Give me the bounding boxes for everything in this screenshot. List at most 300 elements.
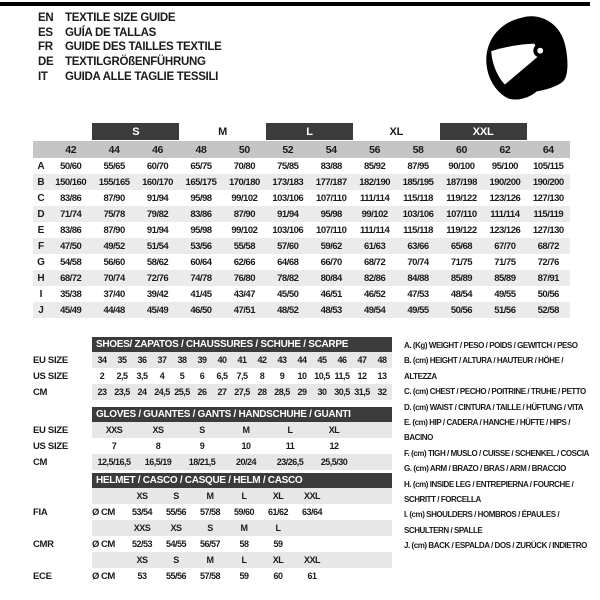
row-label-spacer (33, 488, 92, 504)
cell: 48 (377, 355, 387, 365)
size-header: M (206, 491, 214, 501)
cell: 177/187 (315, 176, 347, 188)
unit-label: Ø CM (92, 506, 115, 518)
legend-item-a: A. (Kg) WEIGHT / PESO / POIDS / GEWITCH / PESO (404, 341, 578, 350)
column-header-row (33, 141, 570, 158)
guide-title: TEXTILGRÖßENFÜHRUNG (65, 56, 206, 69)
cell: 53 (137, 571, 147, 581)
legend-item-f: F. (cm) TIGH / MUSLO / CUISSE / SCHENKEL / COSCIA (404, 448, 589, 458)
cell: 58/62 (146, 256, 169, 268)
cell: 91/94 (277, 208, 299, 220)
cell: 2 (99, 371, 105, 381)
cell: 30,5 (334, 387, 350, 397)
cell: 49/54 (363, 304, 386, 316)
cells (92, 520, 392, 536)
size-header: S (173, 491, 179, 501)
cell: 71/75 (494, 256, 516, 268)
gloves-table-row-us-size (33, 438, 392, 454)
cell: 72/76 (146, 272, 169, 284)
shoes-table-row-eu-size (33, 352, 392, 368)
cell: 46/50 (190, 304, 212, 316)
cell: 26 (197, 387, 207, 397)
cell: 45/49 (60, 304, 82, 316)
guide-title: GUIDE DES TAILLES TEXTILE (65, 41, 222, 54)
cell: 61 (307, 571, 317, 581)
cell: XL (328, 425, 340, 435)
legend-item-c: C. (cm) CHEST / PECHO / POITRINE / TRUHE / PETTO (404, 387, 586, 397)
cell: 187/198 (446, 176, 477, 188)
cell: 103/106 (272, 192, 304, 204)
cell: 103/106 (402, 208, 434, 220)
cell: 160/170 (142, 176, 173, 188)
language-title-block (38, 11, 222, 84)
cell: 87/90 (103, 224, 125, 236)
gloves-table-title: GLOVES / GUANTES / GANTS / HANDSCHUHE / GUANTI (92, 407, 392, 422)
cell: 46/51 (320, 288, 342, 300)
cell: 70/74 (103, 272, 125, 284)
band-spacer (33, 123, 92, 140)
size-header (295, 520, 329, 536)
cell: 48/52 (277, 304, 299, 316)
helmet-value-row-fia (33, 504, 392, 520)
size-header: L (241, 491, 247, 501)
helmet-value-row-ece (33, 568, 392, 584)
cell: 111/114 (490, 208, 520, 220)
language-code: DE (38, 56, 54, 69)
cell: 9 (279, 371, 285, 381)
cell: 90/100 (448, 160, 475, 172)
cell: 170/180 (228, 176, 260, 188)
band-spacer (527, 123, 570, 140)
cell: 47 (357, 355, 367, 365)
row-label: D (37, 208, 45, 220)
cells (92, 488, 392, 504)
cell: 8 (155, 441, 161, 451)
cells (92, 504, 392, 520)
column-header-44: 44 (108, 143, 120, 156)
main-table-row-H (33, 270, 570, 286)
legend-item-d: D. (cm) WAIST / CINTURA / TAILLE / HÜFTUNG / VITA (404, 402, 584, 412)
size-header: XXS (133, 523, 151, 533)
cell: 12 (329, 441, 339, 451)
cell: 3,5 (136, 371, 148, 381)
cell: 79/82 (146, 208, 169, 220)
cell: 8 (259, 371, 265, 381)
cell: 74/78 (190, 272, 212, 284)
cell: 60/70 (146, 160, 169, 172)
cell: 16,5/19 (144, 457, 172, 467)
cell: 51/54 (146, 240, 169, 252)
cell: 70/80 (233, 160, 255, 172)
cell: 50/56 (450, 304, 473, 316)
cell: 12,5/16,5 (97, 457, 131, 467)
helmet-icon (477, 8, 575, 108)
main-table-row-A (33, 158, 570, 174)
cell: 56/60 (103, 256, 125, 268)
row-label: B (37, 176, 45, 188)
cell: 24,5 (154, 387, 170, 397)
cell: 150/160 (55, 176, 87, 188)
cell: 68/72 (60, 272, 82, 284)
cell: 52/58 (537, 304, 559, 316)
main-table-row-D (33, 206, 570, 222)
cell: 71/75 (450, 256, 473, 268)
cell: 59 (239, 571, 249, 581)
gloves-table-rows (33, 422, 392, 470)
cell: 60/64 (190, 256, 212, 268)
row-label: E (37, 224, 45, 236)
helmet-table-rows (33, 488, 392, 584)
cell: 155/165 (98, 176, 130, 188)
top-rule (0, 2, 590, 6)
size-header: XL (272, 491, 284, 501)
language-code: IT (38, 70, 48, 83)
cell: 35/38 (60, 288, 82, 300)
legend-item-h: H. (cm) INSIDE LEG / ENTREPIERNA / FOURCHE / SCHRITT / FORCELLA (404, 479, 574, 505)
cell: 75/85 (277, 160, 299, 172)
column-header-58: 58 (412, 143, 424, 156)
cell: 50/56 (537, 288, 559, 300)
cell: 63/64 (301, 507, 323, 517)
cells (92, 536, 392, 552)
cell: 11 (285, 441, 295, 451)
helmet-table-title: HELMET / CASCO / CASQUE / HELM / CASCO (92, 473, 392, 488)
cell (295, 536, 329, 552)
size-header: M (206, 555, 214, 565)
main-table-row-G (33, 254, 570, 270)
cell: 54/58 (60, 256, 82, 268)
cell: 45/49 (146, 304, 169, 316)
shoes-table-title: SHOES/ ZAPATOS / CHAUSSURES / SCHUHE / SCARPE (92, 337, 392, 352)
cell: 95/98 (190, 224, 212, 236)
size-band-m: M (218, 125, 228, 138)
legend-item-g: G. (cm) ARM / BRAZO / BRAS / ARM / BRACCIO (404, 464, 566, 474)
cell: 65/75 (190, 160, 212, 172)
gloves-table (33, 407, 392, 470)
unit-label: Ø CM (92, 538, 115, 550)
size-band-xxl: XXL (440, 123, 527, 140)
cell: 45 (317, 355, 327, 365)
cells (92, 422, 392, 438)
cell: 95/98 (190, 192, 212, 204)
cell: 59 (273, 539, 283, 549)
cell: 7,5 (236, 371, 248, 381)
cell: 165/175 (185, 176, 217, 188)
cell: 63/66 (407, 240, 429, 252)
cell: 54/55 (165, 539, 187, 549)
cell: 27 (217, 387, 227, 397)
cell: 36 (137, 355, 147, 365)
cell: 65/68 (450, 240, 473, 252)
row-label-spacer (33, 520, 92, 536)
cell: 10 (297, 371, 307, 381)
size-header: L (275, 523, 281, 533)
cell: 6,5 (216, 371, 228, 381)
cell: 95/100 (491, 160, 518, 172)
unit-spacer (92, 488, 125, 504)
cell: 127/130 (532, 192, 564, 204)
cell: 83/86 (190, 208, 212, 220)
cell: 111/114 (359, 192, 390, 204)
cell: 47/50 (60, 240, 82, 252)
main-table-row-F (33, 238, 570, 254)
cell: 95/98 (320, 208, 342, 220)
language-code: FR (38, 41, 53, 54)
cell: 66/70 (320, 256, 342, 268)
cell: 83/88 (320, 160, 342, 172)
size-band-l: L (266, 123, 353, 140)
helmet-size-row-fia (33, 488, 392, 504)
column-header-46: 46 (152, 143, 163, 156)
gloves-table-row-eu-size (33, 422, 392, 438)
cell: 39/42 (146, 288, 169, 300)
cell: 190/200 (489, 176, 521, 188)
cell: 23/26,5 (276, 457, 304, 467)
cell: 43 (277, 355, 287, 365)
size-header: XS (136, 555, 148, 565)
cell: 107/110 (316, 224, 347, 236)
cell: 84/88 (407, 272, 429, 284)
unit-label: Ø CM (92, 570, 115, 582)
cell: 185/195 (402, 176, 434, 188)
cell: 91/94 (146, 224, 169, 236)
legend-item-j: J. (cm) BACK / ESPALDA / DOS / ZURÜCK / INDIETRO (404, 541, 587, 551)
unit-spacer (92, 552, 125, 568)
cell: 10,5 (314, 371, 330, 381)
cell: 51/56 (494, 304, 516, 316)
cell: 25,5/30 (320, 457, 348, 467)
cell: 49/55 (494, 288, 516, 300)
language-line-en (38, 11, 222, 26)
cells (92, 552, 392, 568)
cells (92, 438, 392, 454)
cell: 43/47 (233, 288, 255, 300)
measurement-legend (404, 338, 596, 554)
column-header-42: 42 (65, 143, 77, 156)
cell: 82/86 (363, 272, 386, 284)
cell: 119/122 (446, 224, 477, 236)
size-header: M (240, 523, 248, 533)
cells (92, 368, 392, 384)
row-label: J (38, 304, 44, 316)
column-header-60: 60 (456, 143, 467, 156)
cell: 111/114 (359, 224, 390, 236)
row-label-spacer (33, 552, 92, 568)
cell: 27,5 (234, 387, 250, 397)
cell: 55/56 (165, 571, 187, 581)
cell: 78/82 (277, 272, 299, 284)
main-table-row-E (33, 222, 570, 238)
cell: 61/63 (363, 240, 386, 252)
row-label: EU SIZE (33, 424, 68, 436)
column-header-52: 52 (282, 143, 294, 156)
size-header: XS (170, 523, 182, 533)
cell: 173/183 (272, 176, 304, 188)
cell: 87/90 (233, 208, 255, 220)
cell: 83/86 (60, 192, 82, 204)
cell: 9 (199, 441, 205, 451)
cell: S (199, 425, 205, 435)
language-line-es (38, 26, 222, 41)
cell: 46/52 (363, 288, 386, 300)
cell: XS (152, 425, 164, 435)
cell: 18/21,5 (188, 457, 216, 467)
cell: 41 (237, 355, 247, 365)
column-header-64: 64 (542, 143, 554, 156)
cell: 119/122 (446, 192, 477, 204)
cell: 41/45 (190, 288, 212, 300)
cell: 46 (337, 355, 347, 365)
legend-item-b: B. (cm) HEIGHT / ALTURA / HAUTEUR / HÖHE / ALTEZZA (404, 356, 564, 381)
cell: 99/102 (231, 224, 258, 236)
cell: 37/40 (103, 288, 125, 300)
cell: 44/48 (103, 304, 125, 316)
cell: 24 (137, 387, 147, 397)
main-table-row-C (33, 190, 570, 206)
helmet-size-row-ece (33, 552, 392, 568)
cell: 30 (317, 387, 327, 397)
cell: 31,5 (354, 387, 370, 397)
shoes-table (33, 337, 392, 400)
guide-title: GUIDA ALLE TAGLIE TESSILI (65, 70, 219, 83)
cell: 123/126 (489, 192, 521, 204)
cell: 49/55 (407, 304, 429, 316)
cells (92, 568, 392, 584)
cell: 57/58 (199, 507, 221, 517)
size-band-xl: XL (389, 125, 404, 138)
cell: 91/94 (146, 192, 169, 204)
cell: 32 (377, 387, 387, 397)
row-label: H (37, 272, 45, 284)
cell: 107/110 (446, 208, 477, 220)
cell: 103/106 (272, 224, 304, 236)
cell: 75/78 (103, 208, 125, 220)
cell: 28 (257, 387, 267, 397)
main-table-row-J (33, 302, 570, 318)
main-size-table (33, 123, 570, 318)
cell: 127/130 (532, 224, 564, 236)
main-table-body (33, 158, 570, 318)
cell: 53/54 (131, 507, 153, 517)
cell: 85/92 (363, 160, 386, 172)
helmet-size-row-cmr (33, 520, 392, 536)
main-table-row-I (33, 286, 570, 302)
unit-spacer (92, 520, 125, 536)
cell: 105/115 (533, 160, 564, 172)
cell: 68/72 (537, 240, 559, 252)
row-label: ECE (33, 570, 52, 582)
cell: 115/119 (533, 208, 564, 220)
cell: 60 (273, 571, 283, 581)
cell: 50/60 (60, 160, 82, 172)
cell: 39 (197, 355, 207, 365)
cell: 20/24 (235, 457, 257, 467)
cell: 47/51 (233, 304, 255, 316)
cells (92, 454, 392, 470)
shoes-table-rows (33, 352, 392, 400)
main-table-row-B (33, 174, 570, 190)
column-header-48: 48 (195, 143, 207, 156)
cell: 57/58 (199, 571, 221, 581)
cell: 10 (241, 441, 251, 451)
cell: 23,5 (114, 387, 130, 397)
cell: 87/90 (103, 192, 125, 204)
language-line-de (38, 55, 222, 70)
cell: 76/80 (233, 272, 255, 284)
cell: 70/74 (407, 256, 429, 268)
cell: 62/66 (233, 256, 255, 268)
size-band-row (33, 123, 570, 140)
cell: 64/68 (277, 256, 299, 268)
cell: 58 (239, 539, 249, 549)
size-header: XXL (303, 555, 320, 565)
cell: 55/58 (233, 240, 255, 252)
size-header: XL (272, 555, 284, 565)
row-label: EU SIZE (33, 354, 68, 366)
cell: 59/62 (320, 240, 342, 252)
cell: 29 (297, 387, 307, 397)
cell: 44 (297, 355, 307, 365)
size-header: S (173, 555, 179, 565)
cell: 28,5 (274, 387, 290, 397)
row-label: FIA (33, 506, 48, 518)
cell: 11,5 (334, 371, 350, 381)
cell: 83/86 (60, 224, 82, 236)
helmet-value-row-cmr (33, 536, 392, 552)
cell: 99/102 (361, 208, 388, 220)
cell: M (242, 425, 250, 435)
cell: 115/118 (403, 224, 433, 236)
row-label: A (37, 160, 45, 172)
cell: 48/54 (450, 288, 473, 300)
cell: 4 (159, 371, 165, 381)
language-line-fr (38, 40, 222, 55)
row-label: CM (33, 456, 48, 468)
cell: 182/190 (359, 176, 391, 188)
row-label: C (37, 192, 45, 204)
cell: 35 (117, 355, 127, 365)
cells (92, 352, 392, 368)
cell: 115/118 (403, 192, 433, 204)
cell: 47/53 (407, 288, 429, 300)
language-code: ES (38, 26, 53, 39)
cell: 56/57 (199, 539, 221, 549)
cell: 71/74 (60, 208, 82, 220)
row-label: US SIZE (33, 370, 68, 382)
size-header: XS (136, 491, 148, 501)
row-label: F (37, 240, 45, 252)
legend-item-i: I. (cm) SHOULDERS / HOMBROS / ÉPAULES / SCHULTERN / SPALLE (404, 510, 560, 535)
cells (92, 384, 392, 400)
language-code: EN (38, 12, 54, 25)
cell: 25,5 (174, 387, 190, 397)
cell: 72/76 (537, 256, 559, 268)
column-header-54: 54 (325, 143, 337, 156)
cell: 6 (199, 371, 205, 381)
cell: 12 (357, 371, 367, 381)
language-line-it (38, 69, 222, 84)
row-label: US SIZE (33, 440, 68, 452)
size-header: XXL (303, 491, 320, 501)
cell: 61/62 (267, 507, 289, 517)
cell: 34 (97, 355, 107, 365)
cell: 13 (377, 371, 387, 381)
guide-title: TEXTILE SIZE GUIDE (65, 12, 176, 25)
size-header: S (207, 523, 213, 533)
cell: 55/56 (165, 507, 187, 517)
row-label: I (39, 288, 43, 300)
column-header-50: 50 (238, 143, 250, 156)
